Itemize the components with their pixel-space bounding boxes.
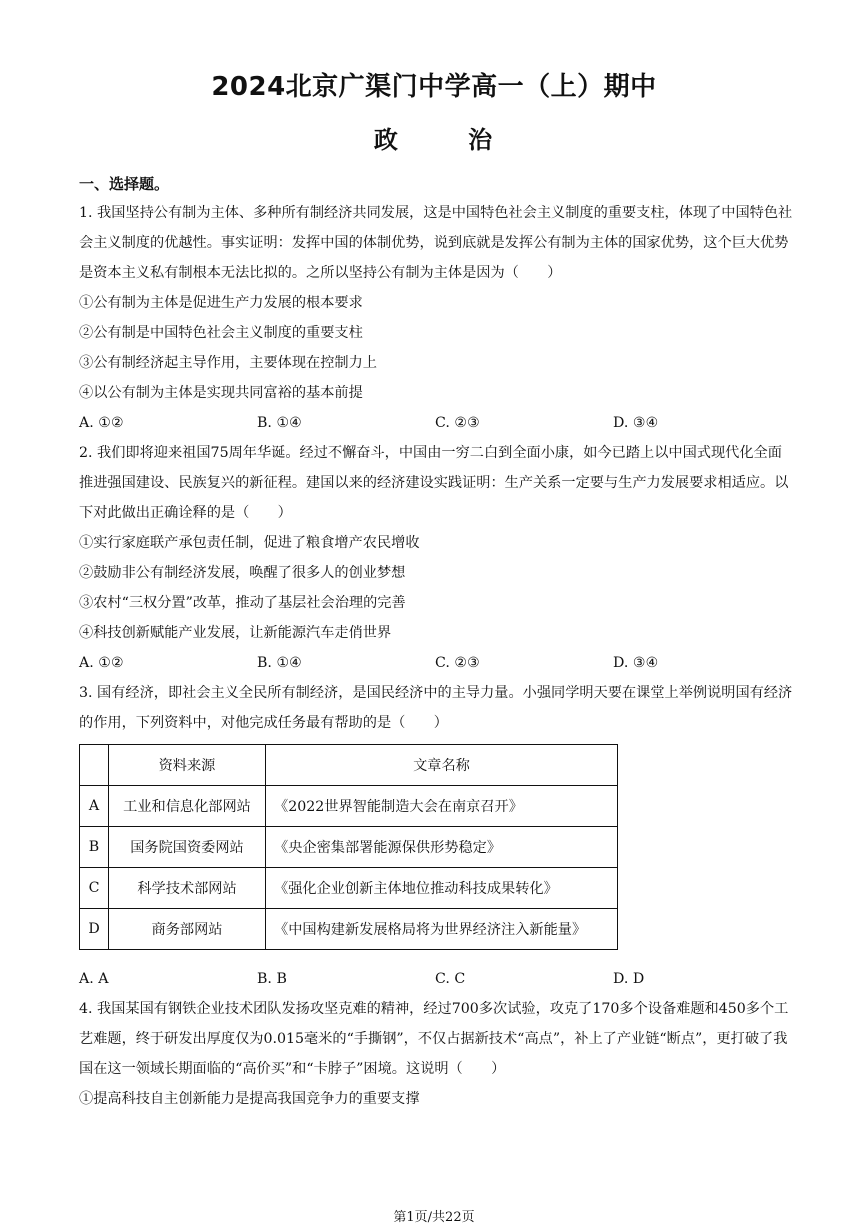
row-article: 《央企密集部署能源保供形势稳定》 — [266, 827, 618, 868]
question-3 — [79, 678, 793, 994]
table-header-source: 资料来源 — [109, 745, 266, 786]
table-header-article: 文章名称 — [266, 745, 618, 786]
option-b[interactable]: B. B — [257, 971, 287, 987]
statement-item: ③公有制经济起主导作用，主要体现在控制力上 — [79, 355, 377, 371]
option-b[interactable]: B. ①④ — [257, 415, 302, 431]
option-c[interactable]: C. ②③ — [435, 415, 480, 431]
table-row — [80, 909, 618, 950]
page-number: 第1页/共22页 — [393, 1210, 475, 1225]
question-stem: 3. 国有经济，即社会主义全民所有制经济，是国民经济中的主导力量。小强同学明天要在课堂上举例说明国有经济的作用，下列资料中，对他完成任务最有帮助的是（ ） — [79, 685, 793, 731]
table-header-blank — [80, 745, 109, 786]
row-article: 《强化企业创新主体地位推动科技成果转化》 — [266, 868, 618, 909]
question-stem: 4. 我国某国有钢铁企业技术团队发扬攻坚克难的精神，经过700多次试验，攻克了170多个设备难题和450多个工艺难题，终于研发出厚度仅为0.015毫米的“手撕钢”，不仅占据新技术“高点”，补上了产业链“断点”，更打破了我国在这一领域长期面临的“高价买”和“卡脖子”困境。这说明（ ） — [79, 1001, 789, 1077]
statement-item: ②鼓励非公有制经济发展，唤醒了很多人的创业梦想 — [79, 565, 406, 581]
statement-item: ①提高科技自主创新能力是提高我国竞争力的重要支撑 — [79, 1091, 420, 1107]
question-stem: 2. 我们即将迎来祖国75周年华诞。经过不懈奋斗，中国由一穷二白到全面小康，如今已踏上以中国式现代化全面推进强国建设、民族复兴的新征程。建国以来的经济建设实践证明：生产关系一定要与生产力发展要求相适应。以下对此做出正确诠释的是（ ） — [79, 445, 789, 521]
question-2 — [79, 438, 793, 678]
option-c[interactable]: C. ②③ — [435, 655, 480, 671]
row-source: 国务院国资委网站 — [109, 827, 266, 868]
row-article: 《中国构建新发展格局将为世界经济注入新能量》 — [266, 909, 618, 950]
row-label: A — [80, 786, 109, 827]
row-label: D — [80, 909, 109, 950]
table-row — [80, 786, 618, 827]
question-4 — [79, 994, 793, 1114]
exam-title: 2024北京广渠门中学高一（上）期中 — [211, 72, 657, 102]
exam-content — [79, 170, 793, 1114]
statement-item: ④以公有制为主体是实现共同富裕的基本前提 — [79, 385, 363, 401]
question-1 — [79, 198, 793, 438]
option-a[interactable]: A. ①② — [79, 655, 124, 671]
table-row — [80, 827, 618, 868]
table-row — [80, 868, 618, 909]
row-article: 《2022世界智能制造大会在南京召开》 — [266, 786, 618, 827]
row-source: 商务部网站 — [109, 909, 266, 950]
row-source: 工业和信息化部网站 — [109, 786, 266, 827]
statement-item: ③农村“三权分置”改革，推动了基层社会治理的完善 — [79, 595, 406, 611]
statement-item: ②公有制是中国特色社会主义制度的重要支柱 — [79, 325, 363, 341]
table-header-row — [80, 745, 618, 786]
section-title: 一、选择题。 — [79, 175, 170, 193]
row-label: B — [80, 827, 109, 868]
statement-item: ④科技创新赋能产业发展，让新能源汽车走俏世界 — [79, 625, 392, 641]
option-c[interactable]: C. C — [435, 971, 466, 987]
source-table — [79, 744, 618, 950]
answer-options — [79, 964, 793, 994]
option-b[interactable]: B. ①④ — [257, 655, 302, 671]
answer-options — [79, 648, 793, 678]
answer-options — [79, 408, 793, 438]
statement-item: ①公有制为主体是促进生产力发展的根本要求 — [79, 295, 363, 311]
option-a[interactable]: A. A — [79, 971, 109, 987]
row-label: C — [80, 868, 109, 909]
option-d[interactable]: D. D — [613, 971, 645, 987]
question-stem: 1. 我国坚持公有制为主体、多种所有制经济共同发展，这是中国特色社会主义制度的重要支柱，体现了中国特色社会主义制度的优越性。事实证明：发挥中国的体制优势，说到底就是发挥公有制为主体的国家优势，这个巨大优势是资本主义私有制根本无法比拟的。之所以坚持公有制为主体是因为（ ） — [79, 205, 793, 281]
option-a[interactable]: A. ①② — [79, 415, 124, 431]
statement-item: ①实行家庭联产承包责任制，促进了粮食增产农民增收 — [79, 535, 420, 551]
option-d[interactable]: D. ③④ — [613, 655, 659, 671]
option-d[interactable]: D. ③④ — [613, 415, 659, 431]
row-source: 科学技术部网站 — [109, 868, 266, 909]
exam-subject: 政 治 — [373, 126, 495, 154]
